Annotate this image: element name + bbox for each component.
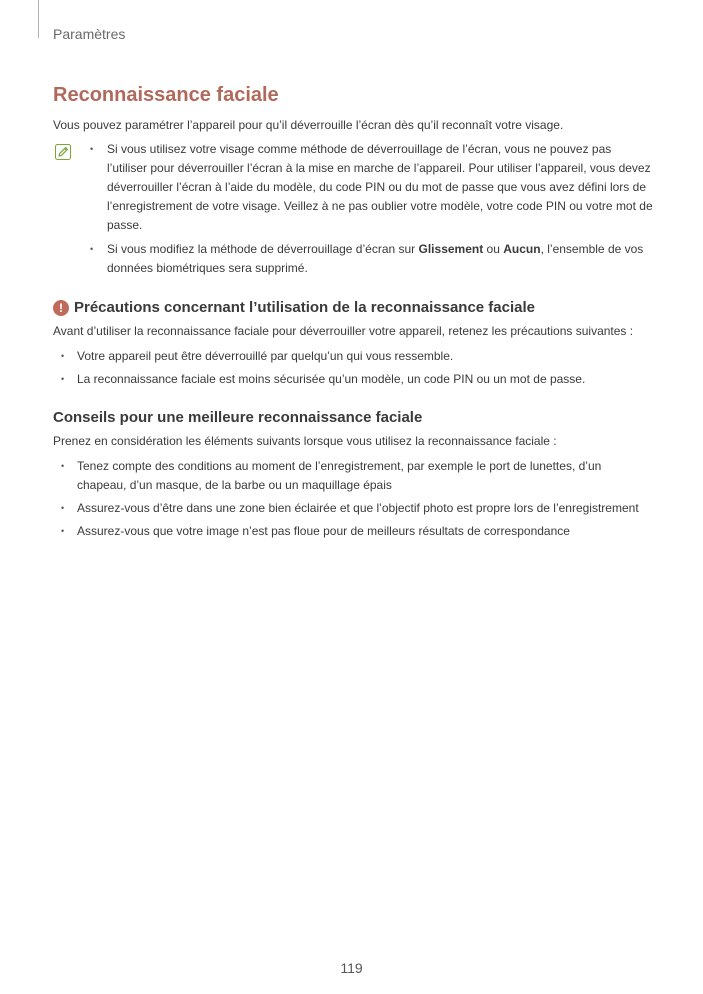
caution-intro: Avant d’utiliser la reconnaissance faciale pour déverrouiller votre appareil, retenez les précautions suivantes : — [53, 324, 634, 338]
tips-intro: Prenez en considération les éléments suivants lorsque vous utilisez la reconnaissance faciale : — [53, 434, 557, 448]
list-item: • Assurez-vous d’être dans une zone bien éclairée et que l’objectif photo est propre lors de l’enregistrement — [53, 499, 653, 518]
caution-exclamation-icon: ! — [53, 300, 69, 316]
aucun-option: Aucun — [503, 242, 541, 256]
glissement-option: Glissement — [418, 242, 484, 256]
page-number: 119 — [340, 960, 363, 976]
list-item: • La reconnaissance faciale est moins sécurisée qu’un modèle, un code PIN ou un mot de passe. — [53, 370, 653, 389]
page-content — [53, 82, 653, 541]
list-item: • Tenez compte des conditions au moment de l’enregistrement, par exemple le port de lunettes, d’un chapeau, d’un masque, de la barbe ou un maquillage épais — [53, 457, 653, 495]
list-item: • Assurez-vous que votre image n’est pas floue pour de meilleurs résultats de correspondance — [53, 522, 653, 541]
page-title: Reconnaissance faciale — [53, 84, 279, 106]
caution-heading-row — [53, 298, 653, 318]
intro-text: Vous pouvez paramétrer l’appareil pour qu’il déverrouille l’écran dès qu’il reconnaît votre visage. — [53, 118, 564, 132]
list-item: • Votre appareil peut être déverrouillé par quelqu’un qui vous ressemble. — [53, 347, 653, 366]
tips-heading: Conseils pour une meilleure reconnaissance faciale — [53, 409, 423, 426]
note-item: • Si vous modifiez la méthode de déverrouillage d’écran sur Glissement ou Aucun, l’ensemble de vos données biométriques sera supprimé. — [81, 240, 653, 278]
caution-list — [53, 347, 653, 389]
page-corner-line — [38, 0, 39, 38]
section-header: Paramètres — [53, 26, 126, 42]
note-block — [53, 140, 653, 278]
note-list — [81, 140, 653, 278]
note-pencil-icon — [55, 144, 71, 165]
tips-list — [53, 457, 653, 541]
note-item: • Si vous utilisez votre visage comme méthode de déverrouillage de l’écran, vous ne pouvez pas l’utiliser pour déverrouiller l’écran à la mise en marche de l’appareil. Pour utiliser l’appareil, vous devez déverrouiller l’écran à l’aide du modèle, du code PIN ou du mot de passe que vous avez défini lors de l’enregistrement de votre visage. Veillez à ne pas oublier votre modèle, votre code PIN ou votre mot de passe. — [81, 140, 653, 235]
caution-heading: Précautions concernant l’utilisation de la reconnaissance faciale — [74, 299, 535, 316]
